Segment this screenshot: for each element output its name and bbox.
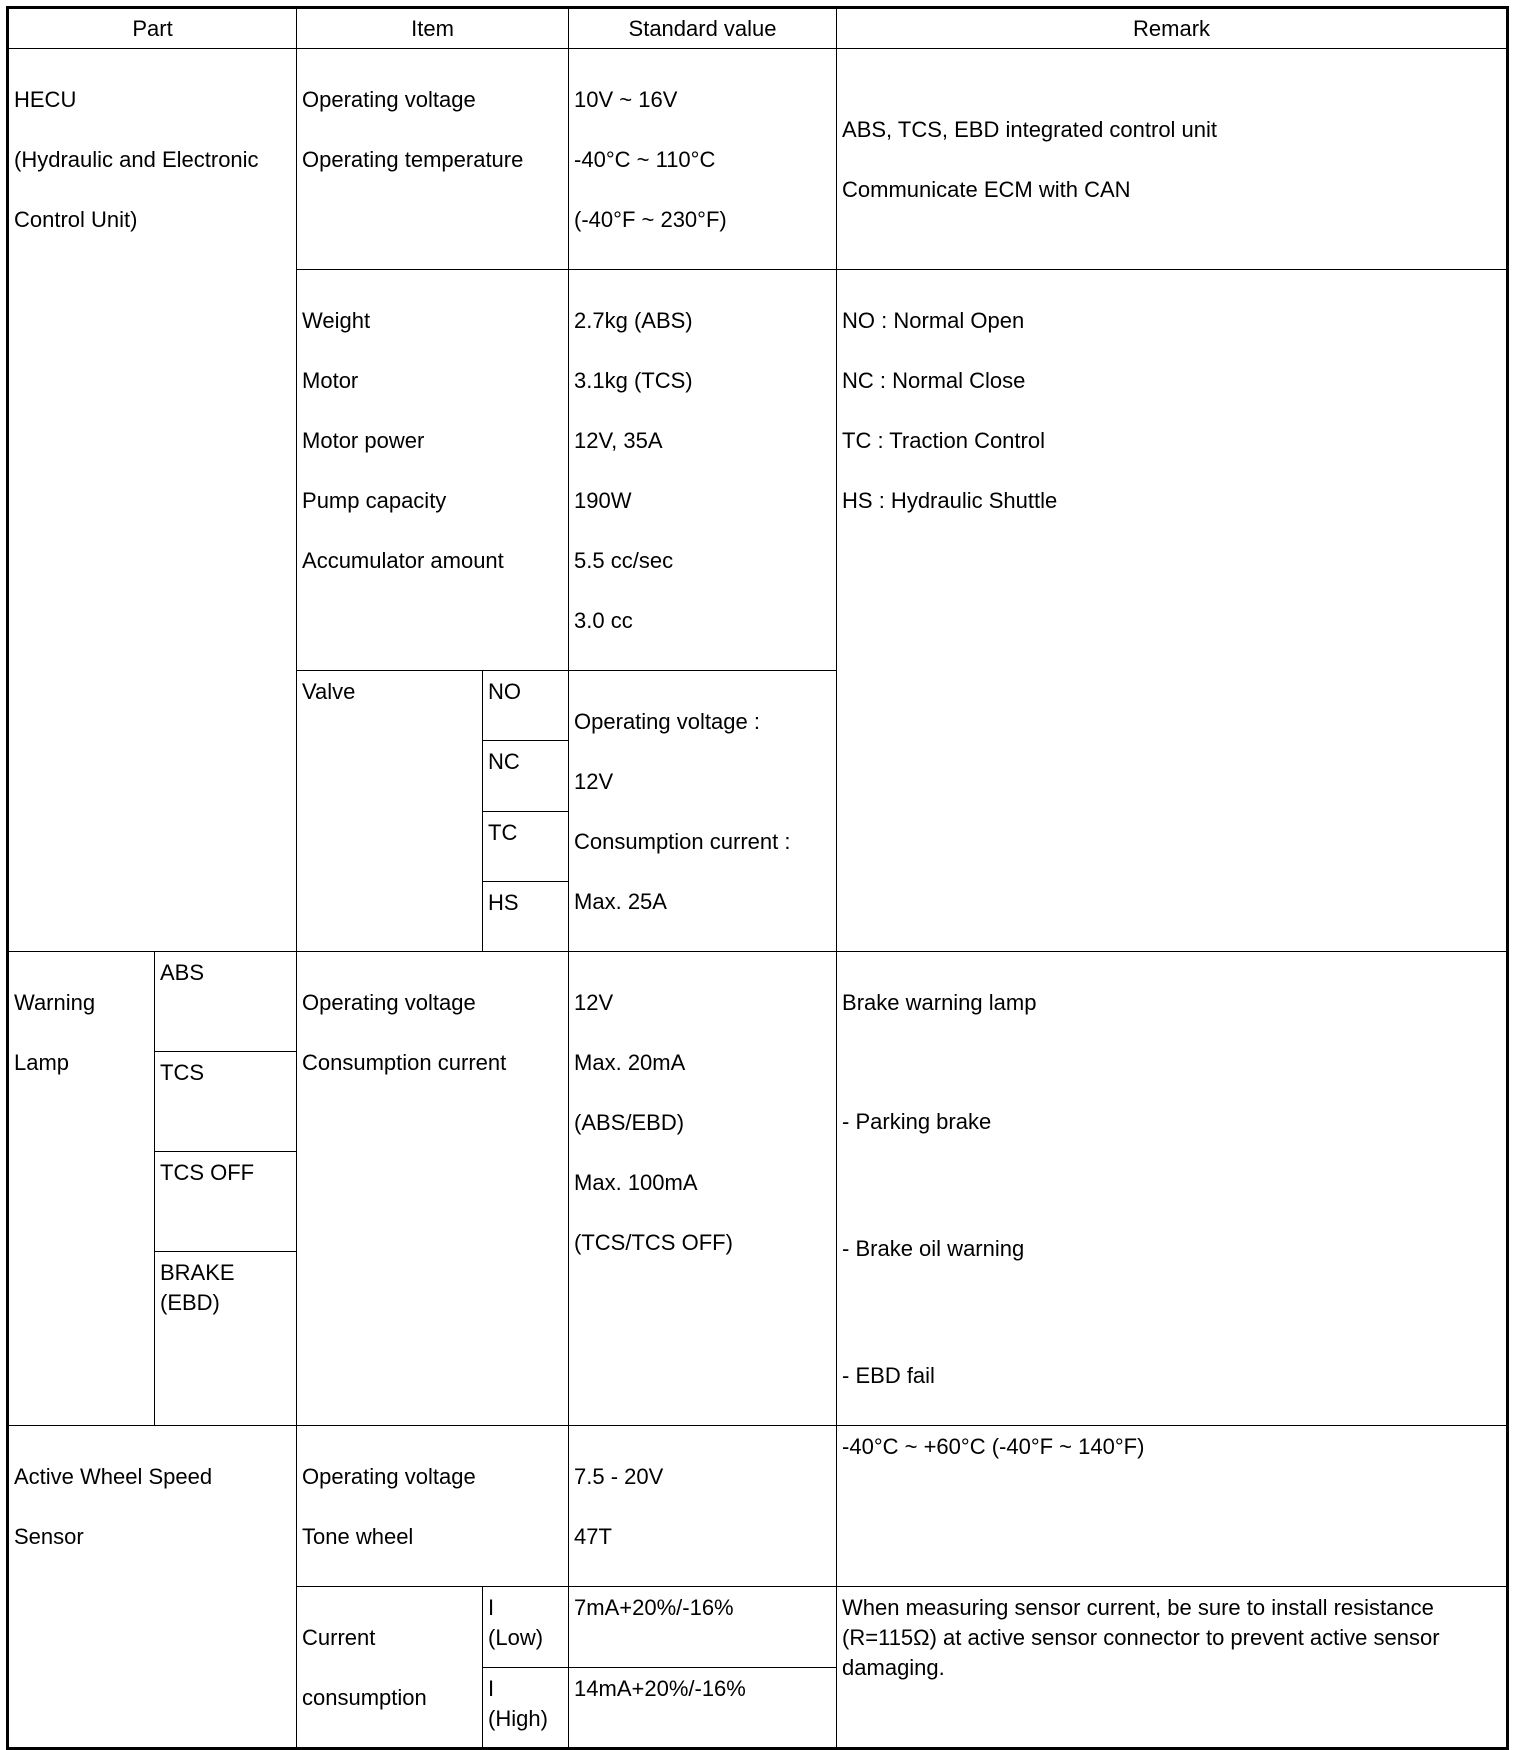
wheel-sensor-items: Operating voltage Tone wheel [297, 1426, 569, 1587]
hecu-row1-items: Operating voltage Operating temperature [297, 49, 569, 270]
lamp-abs: ABS [155, 952, 297, 1052]
wheel-sensor-part: Active Wheel Speed Sensor [8, 1426, 297, 1749]
warning-lamp-row-abs [8, 952, 1508, 1052]
valve-type-no: NO [483, 671, 569, 741]
hecu-row2-values: 2.7kg (ABS) 3.1kg (TCS) 12V, 35A 190W 5.5 cc/sec 3.0 cc [569, 270, 837, 671]
wheel-sensor-remark: -40°C ~ +60°C (-40°F ~ 140°F) [837, 1426, 1508, 1587]
lamp-brake-ebd: BRAKE (EBD) [155, 1251, 297, 1425]
hecu-row2-items: Weight Motor Motor power Pump capacity Accumulator amount [297, 270, 569, 671]
lamp-tcs-off: TCS OFF [155, 1151, 297, 1251]
lamp-tcs: TCS [155, 1051, 297, 1151]
current-low-value: 7mA+20%/-16% [569, 1587, 837, 1668]
valve-type-nc: NC [483, 741, 569, 811]
valve-type-hs: HS [483, 881, 569, 951]
spec-table [6, 6, 1509, 1750]
current-consumption-label: Current consumption [297, 1587, 483, 1749]
hecu-row1-values: 10V ~ 16V -40°C ~ 110°C (-40°F ~ 230°F) [569, 49, 837, 270]
warning-lamp-remark: Brake warning lamp - Parking brake - Brake oil warning - EBD fail [837, 952, 1508, 1426]
header-part: Part [8, 8, 297, 49]
header-item: Item [297, 8, 569, 49]
header-standard-value: Standard value [569, 8, 837, 49]
hecu-row-1 [8, 49, 1508, 270]
header-row [8, 8, 1508, 49]
valve-label: Valve [297, 671, 483, 952]
hecu-part: HECU (Hydraulic and Electronic Control Unit) [8, 49, 297, 952]
valve-values: Operating voltage : 12V Consumption current : Max. 25A [569, 671, 837, 952]
valve-type-tc: TC [483, 811, 569, 881]
current-high-value: 14mA+20%/-16% [569, 1668, 837, 1749]
wheel-sensor-values: 7.5 - 20V 47T [569, 1426, 837, 1587]
current-high-label: I (High) [483, 1668, 569, 1749]
hecu-row2-remark: NO : Normal Open NC : Normal Close TC : Traction Control HS : Hydraulic Shuttle [837, 270, 1508, 952]
warning-lamp-values: 12V Max. 20mA (ABS/EBD) Max. 100mA (TCS/TCS OFF) [569, 952, 837, 1426]
warning-lamp-items: Operating voltage Consumption current [297, 952, 569, 1426]
current-remark: When measuring sensor current, be sure to install resistance (R=115Ω) at active sensor connector to prevent active sensor damaging. [837, 1587, 1508, 1749]
wheel-sensor-row-1 [8, 1426, 1508, 1587]
header-remark: Remark [837, 8, 1508, 49]
hecu-row1-remark: ABS, TCS, EBD integrated control unit Communicate ECM with CAN [837, 49, 1508, 270]
warning-lamp-part: Warning Lamp [8, 952, 155, 1426]
current-low-label: I (Low) [483, 1587, 569, 1668]
